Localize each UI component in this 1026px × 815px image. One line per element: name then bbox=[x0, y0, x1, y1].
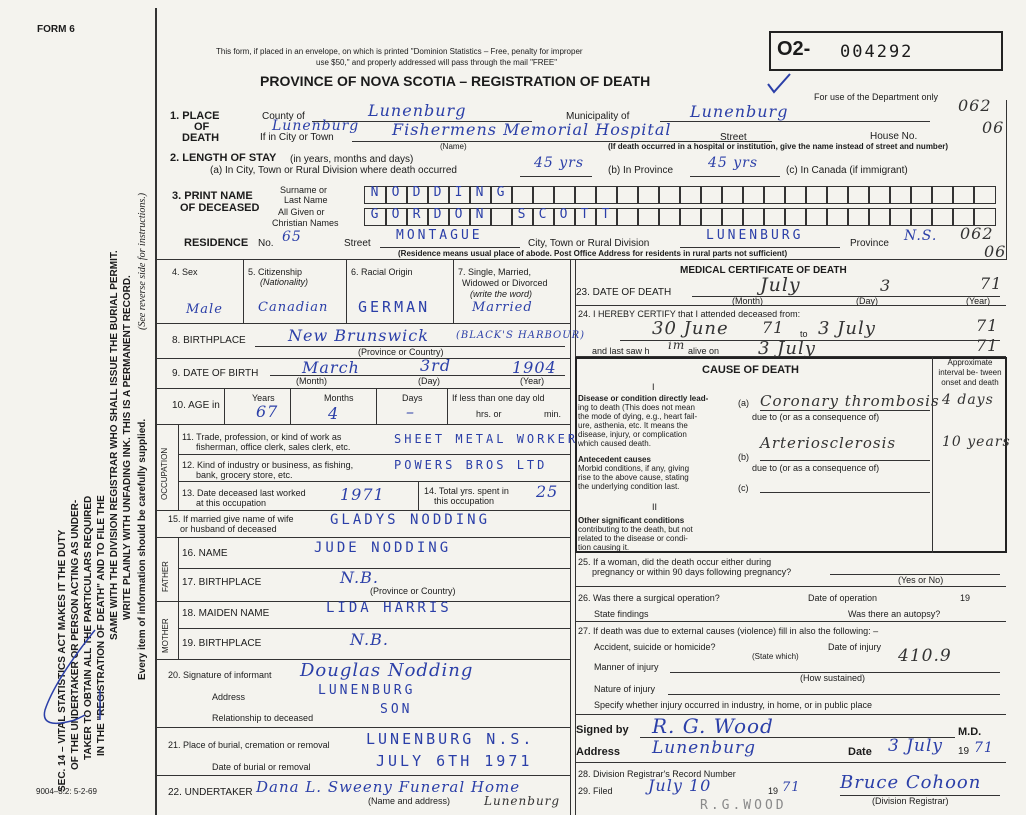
label-stay-city: (a) In City, Town or Rural Division where death occurred bbox=[210, 165, 457, 176]
label-christian: Christian Names bbox=[272, 218, 339, 228]
left-border bbox=[155, 8, 157, 815]
label-19-md: 19 bbox=[958, 746, 970, 757]
label-undertaker-hint: (Name and address) bbox=[368, 796, 451, 806]
name-letter: I bbox=[454, 185, 463, 200]
label-date-operation: Date of operation bbox=[808, 593, 878, 603]
label-due-to-2: due to (or as a consequence of) bbox=[752, 463, 880, 473]
checkmark-icon bbox=[764, 70, 794, 96]
label-racial: 6. Racial Origin bbox=[351, 267, 413, 277]
name-grid-cell bbox=[868, 208, 891, 226]
label-days: Days bbox=[402, 393, 423, 403]
label-md-address: Address bbox=[576, 746, 621, 758]
mother-birthplace-value: N.B. bbox=[350, 630, 389, 649]
label-years: Years bbox=[252, 393, 275, 403]
label-antecedent-4: the underlying condition last. bbox=[578, 482, 680, 491]
name-letter: O bbox=[559, 207, 568, 222]
physician-signature: R. G. Wood bbox=[652, 714, 774, 738]
institution-value: Fishermens Memorial Hospital bbox=[392, 120, 672, 139]
label-age: 10. AGE in bbox=[172, 400, 220, 411]
label-autopsy: Was there an autopsy? bbox=[848, 609, 941, 619]
label-undertaker: 22. UNDERTAKER bbox=[168, 787, 253, 798]
label-of: OF bbox=[194, 121, 210, 133]
name-grid-cell bbox=[700, 208, 723, 226]
label-cause-a: (a) bbox=[738, 398, 749, 408]
trade-value: SHEET METAL WORKER bbox=[394, 432, 579, 446]
label-father-name: 16. NAME bbox=[182, 548, 228, 559]
residence-note: (Residence means usual place of abode. Post Office Address for residents in rural parts not sufficient) bbox=[398, 249, 788, 258]
relationship-value: SON bbox=[380, 702, 413, 717]
death-day: 3 bbox=[880, 276, 892, 295]
label-last-name: Last Name bbox=[284, 195, 328, 205]
label-residence: RESIDENCE bbox=[184, 237, 249, 249]
attend-to: 3 July bbox=[818, 318, 876, 339]
birth-day: 3rd bbox=[420, 356, 452, 375]
code-062-res: 062 bbox=[960, 224, 994, 243]
sidebar-line-6: WRITE PLAINLY WITH UNFADING INK. THIS IS A PERMANENT RECORD. bbox=[122, 275, 133, 620]
label-pregnancy-2: pregnancy or within 90 days following pregnancy? bbox=[592, 567, 792, 577]
label-19-filed: 19 bbox=[768, 786, 779, 796]
label-total-years-2: this occupation bbox=[434, 496, 495, 506]
father-name-value: JUDE NODDING bbox=[314, 540, 452, 556]
sex-value: Male bbox=[186, 302, 223, 317]
label-specify: Specify whether injury occurred in industry, in home, or in public place bbox=[594, 700, 872, 710]
name-grid-cell bbox=[553, 186, 576, 204]
label-informant-address: Address bbox=[212, 692, 246, 702]
sidebar-line-3: TAKER TO OBTAIN ALL THE PARTICULARS REQUIRED bbox=[83, 495, 94, 760]
label-less-day: If less than one day old bbox=[452, 393, 545, 403]
physician-address: Lunenburg bbox=[652, 738, 757, 758]
label-nationality: (Nationality) bbox=[260, 277, 309, 287]
label-other-1: Other significant conditions bbox=[578, 516, 685, 525]
mail-notice-2: use $50," and properly addressed will pass through the mail "FREE" bbox=[316, 58, 558, 67]
label-disease-4: ure, asthenia, etc. It means the bbox=[578, 421, 688, 430]
stay-city-value: 45 yrs bbox=[534, 155, 585, 171]
total-years-value: 25 bbox=[536, 482, 559, 501]
label-length-of-stay: 2. LENGTH OF STAY bbox=[170, 152, 277, 164]
name-grid-cell bbox=[973, 186, 996, 204]
attend-from: 30 June bbox=[652, 318, 729, 339]
name-grid-cell bbox=[532, 186, 555, 204]
label-nature: Nature of injury bbox=[594, 684, 656, 694]
label-last-worked: 13. Date deceased last worked bbox=[182, 488, 306, 498]
right-border bbox=[1006, 100, 1007, 260]
name-letter: D bbox=[433, 207, 442, 222]
label-other-2: contributing to the death, but not bbox=[578, 525, 693, 534]
label-cause-c: (c) bbox=[738, 483, 749, 493]
label-trade-2: fisherman, office clerk, sales clerk, etc. bbox=[196, 442, 351, 452]
residence-street: MONTAGUE bbox=[396, 228, 483, 243]
label-street: Street bbox=[720, 132, 747, 143]
physician-year: 71 bbox=[974, 740, 994, 756]
birthplace-value: New Brunswick bbox=[288, 326, 429, 345]
label-informant: 20. Signature of informant bbox=[168, 670, 272, 680]
name-letter: T bbox=[580, 207, 589, 222]
name-grid-cell bbox=[763, 186, 786, 204]
municipality-value: Lunenburg bbox=[690, 102, 789, 121]
label-disease-2: ing to death (This does not mean bbox=[578, 403, 695, 412]
attend-from-year: 71 bbox=[762, 318, 785, 337]
label-father: FATHER bbox=[161, 561, 170, 592]
label-filed: 29. Filed bbox=[578, 786, 613, 796]
sidebar-line-1: SEC. 14 – VITAL STATISTICS ACT MAKES IT THE DUTY bbox=[57, 529, 68, 792]
label-signed-by: Signed by bbox=[576, 724, 629, 736]
informant-address: LUNENBURG bbox=[318, 683, 416, 698]
name-grid-cell bbox=[721, 186, 744, 204]
label-res-city: City, Town or Rural Division bbox=[528, 238, 650, 249]
label-res-province: Province bbox=[850, 238, 889, 249]
label-disease-3: the mode of dying, e.g., heart fail- bbox=[578, 412, 698, 421]
label-total-years: 14. Total yrs. spent in bbox=[424, 486, 509, 496]
name-grid-cell bbox=[742, 208, 765, 226]
name-grid-cell bbox=[763, 208, 786, 226]
label-last-worked-2: at this occupation bbox=[196, 498, 267, 508]
stay-province-value: 45 yrs bbox=[708, 155, 759, 171]
injury-code: 410.9 bbox=[898, 646, 952, 666]
last-saw-year: 71 bbox=[976, 336, 999, 355]
name-grid-cell bbox=[826, 186, 849, 204]
birth-year: 1904 bbox=[512, 358, 557, 377]
label-antecedent-3: rise to the above cause, stating bbox=[578, 473, 689, 482]
label-burial-place: 21. Place of burial, cremation or removal bbox=[168, 740, 330, 750]
name-grid-cell bbox=[952, 186, 975, 204]
label-19-op: 19 bbox=[960, 593, 971, 603]
name-grid-cell bbox=[637, 208, 660, 226]
printer-code: 9004–3.2: 5-2-69 bbox=[36, 787, 97, 796]
sidebar-line-8: Every item of information should be carefully supplied. bbox=[137, 418, 148, 680]
name-grid-cell bbox=[616, 208, 639, 226]
label-sex: 4. Sex bbox=[172, 267, 198, 277]
name-letter: C bbox=[538, 207, 547, 222]
label-industry-2: bank, grocery store, etc. bbox=[196, 470, 293, 480]
name-grid-cell bbox=[490, 208, 513, 226]
citizenship-value: Canadian bbox=[258, 300, 329, 315]
name-grid-cell bbox=[784, 186, 807, 204]
name-grid-cell bbox=[910, 186, 933, 204]
physician-stamp: R.G.WOOD bbox=[700, 798, 787, 813]
label-spouse-2: or husband of deceased bbox=[180, 524, 277, 534]
label-cause-b: (b) bbox=[738, 452, 749, 462]
birth-month: March bbox=[302, 358, 360, 377]
name-grid-cell bbox=[910, 208, 933, 226]
name-grid-cell bbox=[742, 186, 765, 204]
label-length-hint: (in years, months and days) bbox=[290, 154, 414, 165]
name-letter: N bbox=[475, 207, 484, 222]
name-grid-cell bbox=[805, 208, 828, 226]
name-grid-cell bbox=[637, 186, 660, 204]
form-number: FORM 6 bbox=[37, 24, 75, 35]
informant-signature: Douglas Nodding bbox=[300, 660, 474, 681]
label-md-date: Date bbox=[848, 746, 872, 758]
label-death-year: (Year) bbox=[966, 296, 991, 306]
label-res-street: Street bbox=[344, 238, 371, 249]
name-grid-cell bbox=[931, 208, 954, 226]
name-grid-cell bbox=[700, 186, 723, 204]
name-grid-cell bbox=[868, 186, 891, 204]
racial-value: GERMAN bbox=[358, 298, 431, 316]
label-trade: 11. Trade, profession, or kind of work as bbox=[182, 432, 342, 442]
registration-number: 004292 bbox=[840, 42, 914, 62]
label-part-1: I bbox=[652, 382, 655, 392]
label-burial-date: Date of burial or removal bbox=[212, 762, 311, 772]
name-grid-cell bbox=[973, 208, 996, 226]
label-surname: Surname or bbox=[280, 185, 328, 195]
label-father-birthplace: 17. BIRTHPLACE bbox=[182, 577, 262, 588]
label-to: to bbox=[800, 329, 808, 339]
residence-province: N.S. bbox=[904, 228, 938, 244]
label-interval: Approximate interval be- tween onset and death bbox=[938, 358, 1002, 387]
name-grid-cell bbox=[679, 208, 702, 226]
margin-signature bbox=[25, 620, 115, 740]
code-062-top: 062 bbox=[958, 96, 992, 115]
name-letter: N bbox=[475, 185, 484, 200]
name-grid-cell bbox=[658, 208, 681, 226]
label-citizenship: 5. Citizenship bbox=[248, 267, 303, 277]
label-findings: State findings bbox=[594, 609, 649, 619]
label-house: House No. bbox=[870, 131, 918, 142]
filed-date: July 10 bbox=[648, 776, 712, 795]
label-how-sustained: (How sustained) bbox=[800, 673, 866, 683]
label-stay-province: (b) In Province bbox=[608, 165, 674, 176]
label-yes-no: (Yes or No) bbox=[898, 575, 944, 585]
father-birthplace-value: N.B. bbox=[340, 568, 379, 587]
name-grid-cell bbox=[511, 186, 534, 204]
cause-a-interval: 4 days bbox=[942, 392, 994, 408]
label-accident: Accident, suicide or homicide? bbox=[594, 642, 716, 652]
sidebar-line-4: IN THE "REGISTRATION OF DEATH" AND TO FILE THE bbox=[96, 495, 107, 756]
age-days: – bbox=[406, 402, 415, 421]
last-worked-value: 1971 bbox=[340, 485, 385, 504]
industry-value: POWERS BROS LTD bbox=[394, 458, 548, 472]
filed-year: 71 bbox=[782, 780, 801, 795]
undertaker-value: Dana L. Sweeny Funeral Home bbox=[256, 778, 521, 796]
age-years: 67 bbox=[256, 402, 279, 421]
name-grid-cell bbox=[847, 186, 870, 204]
sidebar-line-5: SAME WITH THE DIVISION REGISTRAR WHO SHALL ISSUE THE BURIAL PERMIT. bbox=[109, 250, 120, 640]
code-06-res: 06 bbox=[984, 242, 1007, 261]
label-res-no: No. bbox=[258, 238, 274, 249]
registration-prefix: O2- bbox=[777, 38, 811, 60]
label-state-which: (State which) bbox=[752, 652, 799, 661]
medical-certificate-title: MEDICAL CERTIFICATE OF DEATH bbox=[680, 265, 847, 276]
label-relationship: Relationship to deceased bbox=[212, 713, 314, 723]
department-use-note: For use of the Department only bbox=[814, 92, 939, 102]
label-disease-6: which caused death. bbox=[578, 439, 651, 448]
label-pregnancy: 25. If a woman, did the death occur either during bbox=[578, 557, 772, 567]
name-grid-cell bbox=[616, 186, 639, 204]
undertaker-address: Lunenburg bbox=[484, 794, 561, 808]
label-day: (Day) bbox=[418, 376, 440, 386]
name-grid-cell bbox=[595, 186, 618, 204]
cause-of-death-title: CAUSE OF DEATH bbox=[702, 364, 799, 376]
name-grid-cell bbox=[931, 186, 954, 204]
code-06-top: 06 bbox=[982, 118, 1005, 137]
spouse-value: GLADYS NODDING bbox=[330, 512, 491, 528]
name-grid-cell bbox=[679, 186, 702, 204]
age-months: 4 bbox=[328, 404, 340, 423]
label-disease-5: disease, injury, or complication bbox=[578, 430, 687, 439]
name-grid-cell bbox=[721, 208, 744, 226]
label-antecedent-2: Morbid conditions, if any, giving bbox=[578, 464, 690, 473]
label-county: County of bbox=[262, 111, 305, 122]
label-municipality: Municipality of bbox=[566, 111, 630, 122]
name-letter: O bbox=[391, 207, 400, 222]
label-record-number: 28. Division Registrar's Record Number bbox=[578, 769, 736, 779]
label-manner: Manner of injury bbox=[594, 662, 659, 672]
label-year: (Year) bbox=[520, 376, 545, 386]
name-grid-cell bbox=[952, 208, 975, 226]
label-name-small: (Name) bbox=[440, 142, 467, 151]
label-due-to-1: due to (or as a consequence of) bbox=[752, 412, 880, 422]
label-industry: 12. Kind of industry or business, as fishing, bbox=[182, 460, 354, 470]
name-letter: N bbox=[370, 185, 379, 200]
label-other-4: tion causing it. bbox=[578, 543, 630, 552]
label-marital-2: Widowed or Divorced bbox=[462, 278, 548, 288]
marital-value: Married bbox=[472, 300, 533, 315]
last-saw-date: 3 July bbox=[758, 338, 816, 359]
name-letter: G bbox=[370, 207, 379, 222]
name-letter: G bbox=[496, 185, 505, 200]
label-father-birthplace-hint: (Province or Country) bbox=[370, 586, 456, 596]
label-occupation: OCCUPATION bbox=[160, 447, 169, 500]
label-maiden-name: 18. MAIDEN NAME bbox=[182, 608, 270, 619]
burial-place-value: LUNENBURG N.S. bbox=[366, 730, 535, 748]
label-external: 27. If death was due to external causes (violence) fill in also the following: – bbox=[578, 626, 879, 636]
label-surgery: 26. Was there a surgical operation? bbox=[578, 593, 720, 603]
label-disease-1: Disease or condition directly lead- bbox=[578, 394, 709, 403]
name-letter: O bbox=[454, 207, 463, 222]
last-saw-pronoun: im bbox=[668, 338, 686, 352]
label-city: If in City or Town bbox=[260, 132, 334, 143]
death-year: 71 bbox=[980, 274, 1003, 293]
city-value: Lunenburg bbox=[272, 118, 360, 134]
label-death-day: (Day) bbox=[856, 296, 878, 306]
label-certify: 24. I HEREBY CERTIFY that I attended deceased from: bbox=[578, 309, 801, 319]
label-spouse: 15. If married give name of wife bbox=[168, 514, 294, 524]
name-letter: D bbox=[412, 185, 421, 200]
name-grid-cell bbox=[574, 186, 597, 204]
name-letter: O bbox=[391, 185, 400, 200]
cause-a-value: Coronary thrombosis bbox=[760, 392, 940, 410]
name-letter: S bbox=[517, 207, 526, 222]
name-grid-cell bbox=[784, 208, 807, 226]
maiden-name-value: LIDA HARRIS bbox=[326, 600, 452, 616]
death-month: July bbox=[760, 274, 801, 296]
name-grid-cell bbox=[889, 186, 912, 204]
label-given: All Given or bbox=[278, 207, 325, 217]
label-mother: MOTHER bbox=[161, 618, 170, 653]
label-mother-birthplace: 19. BIRTHPLACE bbox=[182, 638, 262, 649]
registrar-signature: Bruce Cohoon bbox=[840, 772, 982, 793]
burial-date-value: JULY 6TH 1971 bbox=[376, 752, 533, 770]
label-print-name: 3. PRINT NAME bbox=[172, 190, 253, 202]
name-letter: R bbox=[412, 207, 421, 222]
label-months: Months bbox=[324, 393, 354, 403]
sidebar-line-7: (See reverse side for instructions.) bbox=[137, 192, 148, 330]
birthplace-note: (BLACK'S HARBOUR) bbox=[456, 330, 586, 341]
name-grid-cell bbox=[889, 208, 912, 226]
physician-date: 3 July bbox=[888, 736, 944, 756]
label-stay-canada: (c) In Canada (if immigrant) bbox=[786, 165, 908, 176]
label-min: min. bbox=[544, 409, 562, 419]
label-md: M.D. bbox=[958, 726, 982, 738]
name-grid-cell bbox=[847, 208, 870, 226]
name-letter: T bbox=[601, 207, 610, 222]
label-birthplace-hint: (Province or Country) bbox=[358, 347, 444, 357]
attend-to-year: 71 bbox=[976, 316, 999, 335]
label-hrs: hrs. or bbox=[476, 409, 502, 419]
label-date-of-birth: 9. DATE OF BIRTH bbox=[172, 368, 259, 379]
residence-number: 65 bbox=[282, 229, 302, 245]
county-value: Lunenburg bbox=[368, 101, 467, 120]
name-grid-cell bbox=[658, 186, 681, 204]
label-part-2: II bbox=[652, 502, 658, 512]
label-division-registrar: (Division Registrar) bbox=[872, 796, 949, 806]
name-grid-cell bbox=[826, 208, 849, 226]
sidebar-line-2: OF THE UNDERTAKER OR PERSON ACTING AS UNDER- bbox=[70, 499, 81, 770]
label-marital-3: (write the word) bbox=[470, 289, 533, 299]
label-date-of-death: 23. DATE OF DEATH bbox=[576, 287, 672, 298]
label-alive-on: alive on bbox=[688, 346, 720, 356]
cause-b-value: Arteriosclerosis bbox=[760, 434, 897, 452]
label-last-saw: and last saw h bbox=[592, 346, 650, 356]
label-month: (Month) bbox=[296, 376, 328, 386]
mail-notice: This form, if placed in an envelope, on which is printed "Dominion Statistics – Free, penalty for improper bbox=[216, 47, 583, 56]
label-death: DEATH bbox=[182, 132, 220, 144]
label-other-3: related to the disease or condi- bbox=[578, 534, 688, 543]
institution-note: (If death occurred in a hospital or institution, give the name instead of street and number) bbox=[608, 142, 949, 151]
label-place: 1. PLACE bbox=[170, 110, 220, 122]
form-title: PROVINCE OF NOVA SCOTIA – REGISTRATION OF DEATH bbox=[260, 73, 651, 89]
label-of-deceased: OF DECEASED bbox=[180, 202, 260, 214]
label-date-injury: Date of injury bbox=[828, 642, 882, 652]
cause-b-interval: 10 years bbox=[942, 434, 1011, 450]
label-marital: 7. Single, Married, bbox=[458, 267, 532, 277]
label-antecedent-1: Antecedent causes bbox=[578, 455, 651, 464]
label-birthplace: 8. BIRTHPLACE bbox=[172, 335, 246, 346]
name-grid-cell bbox=[805, 186, 828, 204]
name-letter: D bbox=[433, 185, 442, 200]
residence-city: LUNENBURG bbox=[706, 228, 804, 243]
label-death-month: (Month) bbox=[732, 296, 764, 306]
